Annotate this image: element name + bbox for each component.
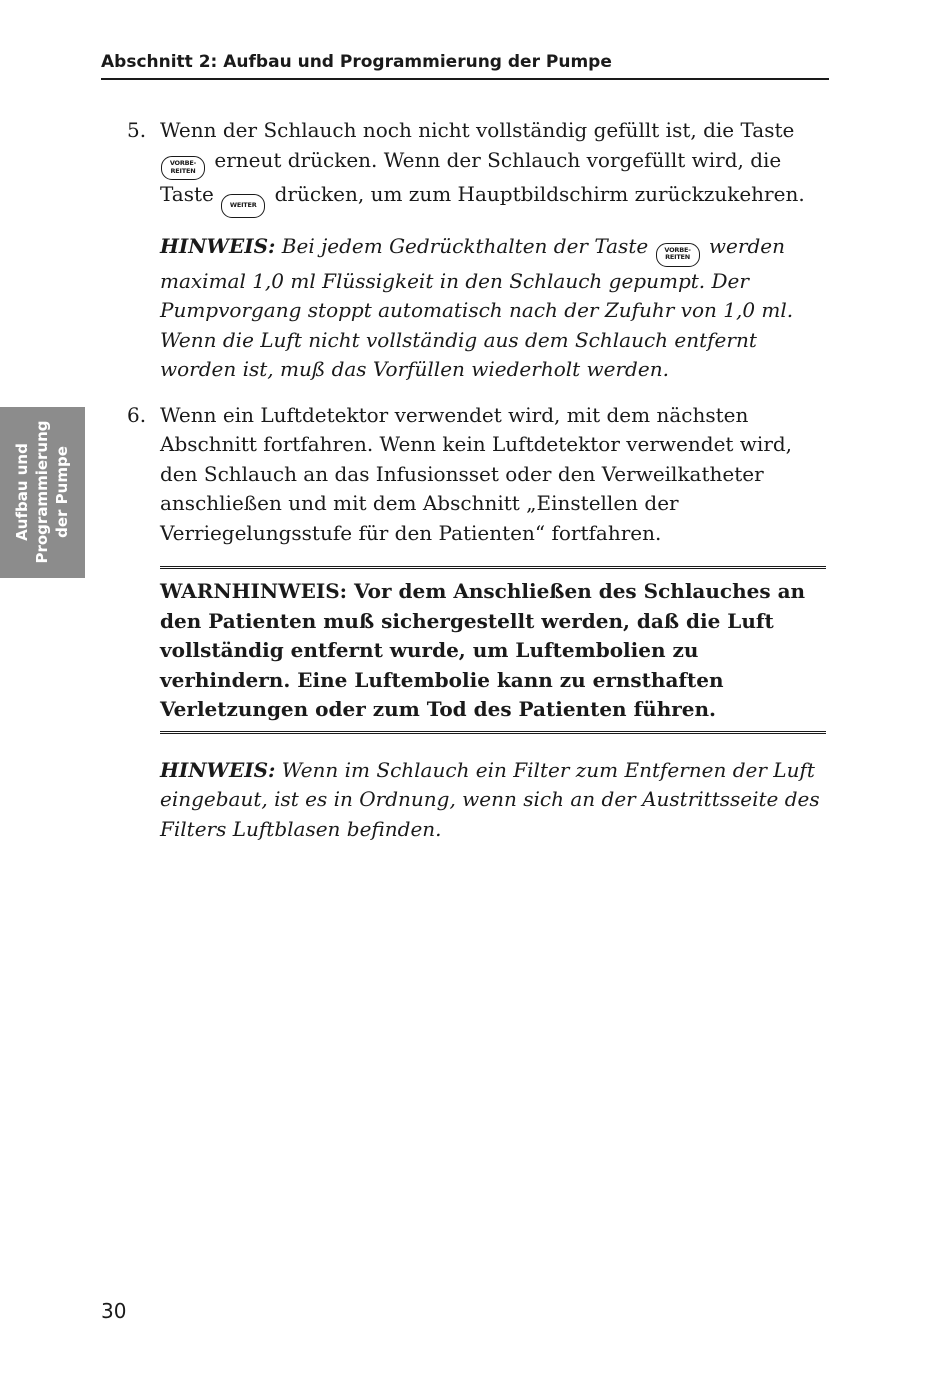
- step-text: Wenn ein Luftdetektor verwendet wird, mit dem nächsten Abschnitt fortfahren. Wenn kein Luftdetektor verwendet wird, den Schlauch an das Infusionsset oder den Verweilkatheter anschließen und mit dem Abschnitt „Einstellen der Verriegelungsstufe für den Patienten“ fortfahren.: [160, 402, 793, 545]
- warning-box: [160, 566, 826, 734]
- page-number: 30: [101, 1299, 127, 1323]
- step-number: 6.: [127, 402, 147, 427]
- note-2: [160, 756, 830, 845]
- side-tab-line: Programmierung: [33, 420, 51, 564]
- step-number: 5.: [127, 118, 147, 142]
- step-text: drücken, um zum Hauptbildschirm zurückzukehren.: [274, 182, 805, 206]
- step-text: Wenn der Schlauch noch nicht vollständig gefüllt ist, die Taste: [160, 118, 795, 142]
- note-1: [160, 232, 830, 385]
- note-label: HINWEIS:: [160, 757, 276, 782]
- step-text: erneut drücken. Wenn der Schlauch vorgefüllt wird, die Taste: [160, 147, 782, 206]
- step-6: [127, 401, 830, 549]
- side-tab-line: der Pumpe: [53, 446, 71, 538]
- page-content: [127, 116, 830, 844]
- note-label: HINWEIS:: [160, 234, 276, 258]
- section-side-tab: [0, 407, 85, 578]
- weiter-key-icon: WEITER: [221, 194, 265, 218]
- note-text: werden maximal 1,0 ml Flüssigkeit in den Schlauch gepumpt. Der Pumpvorgang stoppt automatisch nach der Zufuhr von 1,0 ml. Wenn die Luft nicht vollständig aus dem Schlauch entfernt worden ist, muß das Vorfüllen wiederholt werden.: [160, 234, 794, 381]
- vorbereiten-key-icon: VORBE- REITEN: [656, 243, 700, 267]
- note-text: Wenn im Schlauch ein Filter zum Entfernen der Luft eingebaut, ist es in Ordnung, wenn sich an der Austrittsseite des Filters Luftblasen befinden.: [160, 757, 820, 841]
- side-tab-label: [12, 420, 72, 563]
- note-text: Bei jedem Gedrückthalten der Taste: [281, 234, 649, 258]
- step-5: [127, 116, 830, 218]
- vorbereiten-key-icon: VORBE- REITEN: [161, 156, 205, 180]
- side-tab-line: Aufbau und: [13, 443, 31, 541]
- warning-text: WARNHINWEIS: Vor dem Anschließen des Schlauches an den Patienten muß sichergestellt werden, daß die Luft vollständig entfernt wurde, um Luftembolien zu verhindern. Eine Luftembolie kann zu ernsthaften Verletzungen oder zum Tod des Patienten führen.: [160, 579, 806, 721]
- running-header: Abschnitt 2: Aufbau und Programmierung der Pumpe: [101, 52, 829, 80]
